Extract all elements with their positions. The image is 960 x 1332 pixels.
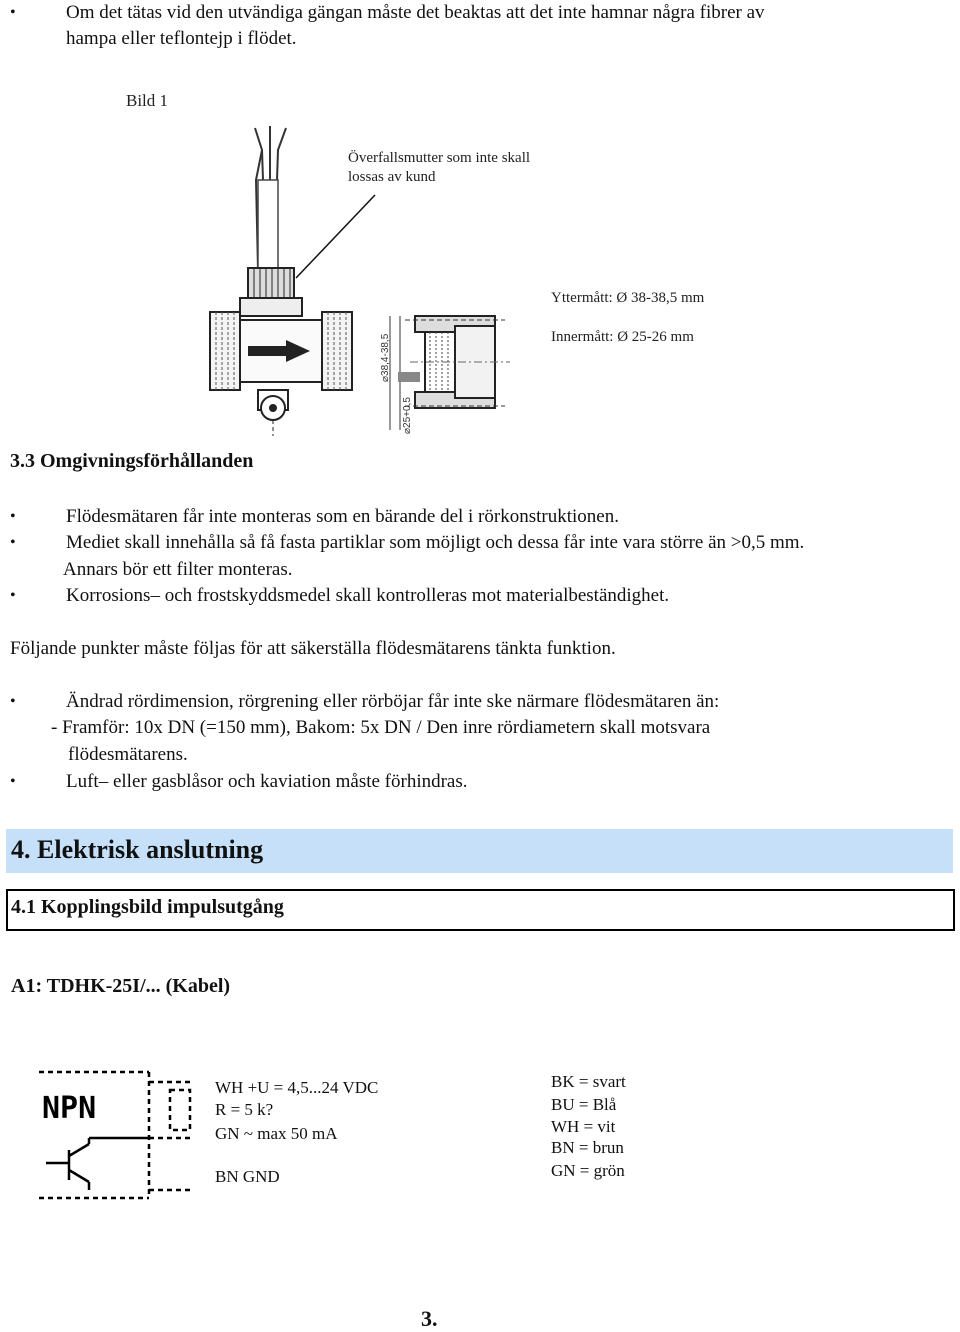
signal-r: R = 5 k? bbox=[215, 1100, 274, 1119]
bullet-dot: • bbox=[10, 508, 16, 525]
distance-line-2: flödesmätarens. bbox=[68, 744, 188, 765]
pipe-bullet-2: Luft– eller gasblåsor och kaviation måste förhindras. bbox=[66, 771, 468, 792]
legend-bk: BK = svart bbox=[551, 1072, 626, 1091]
bullet-dot: • bbox=[10, 4, 16, 21]
legend-wh: WH = vit bbox=[551, 1117, 616, 1136]
inner-dimension: Innermått: Ø 25-26 mm bbox=[551, 329, 694, 345]
distance-line-1: - Framför: 10x DN (=150 mm), Bakom: 5x DN / Den inre rördiametern skall motsvara bbox=[51, 717, 711, 738]
requirements-paragraph: Följande punkter måste följas för att säkerställa flödesmätarens tänkta funktion. bbox=[10, 638, 616, 659]
page-number: 3. bbox=[421, 1306, 438, 1331]
outer-dimension: Yttermått: Ø 38-38,5 mm bbox=[551, 290, 705, 306]
a1-heading: A1: TDHK-25I/... (Kabel) bbox=[11, 975, 231, 997]
bullet-dot: • bbox=[10, 693, 16, 710]
env-bullet-3: Korrosions– och frostskyddsmedel skall kontrolleras mot materialbeständighet. bbox=[66, 585, 670, 606]
signal-bn: BN GND bbox=[215, 1167, 280, 1186]
bullet-dot: • bbox=[10, 587, 16, 604]
annotation-line-2: lossas av kund bbox=[348, 169, 436, 185]
resistor-icon bbox=[170, 1090, 190, 1130]
env-bullet-2-cont: Annars bör ett filter monteras. bbox=[63, 559, 293, 580]
bullet-dot: • bbox=[10, 534, 16, 551]
right-thread bbox=[322, 312, 352, 390]
npn-label: NPN bbox=[42, 1091, 97, 1126]
bullet-dot: • bbox=[10, 773, 16, 790]
section-3-3-heading: 3.3 Omgivningsförhållanden bbox=[10, 450, 254, 472]
signal-wh: WH +U = 4,5...24 VDC bbox=[215, 1078, 379, 1097]
pipe-bullet-1: Ändrad rördimension, rörgrening eller rörböjar får inte ske närmare flödesmätaren än: bbox=[66, 691, 720, 712]
legend-bn: BN = brun bbox=[551, 1138, 624, 1157]
left-thread bbox=[210, 312, 240, 390]
intro-line-2: hampa eller teflontejp i flödet. bbox=[66, 28, 297, 49]
npn-circuit-diagram bbox=[34, 1068, 204, 1213]
legend-bu: BU = Blå bbox=[551, 1095, 617, 1114]
env-bullet-2: Mediet skall innehålla så få fasta partiklar som möjligt och dessa får inte vara större än >0,5 mm. bbox=[66, 532, 805, 553]
section-4-1-heading: 4.1 Kopplingsbild impulsutgång bbox=[11, 896, 284, 918]
section-4-heading: 4. Elektrisk anslutning bbox=[11, 835, 264, 864]
legend-gn: GN = grön bbox=[551, 1161, 625, 1180]
overfall-nut bbox=[248, 268, 294, 298]
env-bullet-1: Flödesmätaren får inte monteras som en bärande del i rörkonstruktionen. bbox=[66, 506, 619, 527]
transistor-icon bbox=[46, 1138, 149, 1190]
signal-gn: GN ~ max 50 mA bbox=[215, 1124, 338, 1143]
cable-sheath bbox=[258, 180, 278, 270]
drawing-dim-a: ⌀38,4-38,5 bbox=[380, 333, 391, 382]
annotation-line-1: Överfallsmutter som inte skall bbox=[348, 150, 531, 166]
drawing-dim-b: ⌀25+0,5 bbox=[402, 397, 413, 434]
flowmeter-drawing bbox=[200, 120, 520, 440]
figure-caption: Bild 1 bbox=[126, 91, 169, 110]
intro-line-1: Om det tätas vid den utvändiga gängan måste det beaktas att det inte hamnar några fibrer av bbox=[66, 2, 765, 23]
